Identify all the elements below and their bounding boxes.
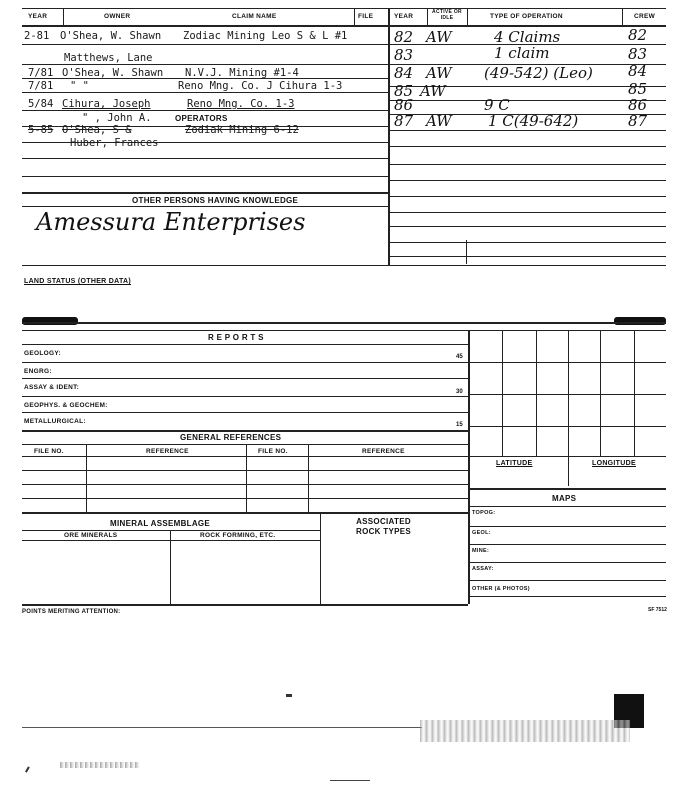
form-number: SF 7512 — [648, 607, 667, 613]
report-geophys: GEOPHYS. & GEOCHEM: — [24, 402, 108, 409]
activity-row-6-year: 87 — [394, 112, 414, 130]
claim-row-5-owner: Cihura, Joseph — [62, 98, 151, 110]
activity-row-5-crew: 86 — [628, 96, 648, 114]
claim-row-2-owner: Matthews, Lane — [64, 52, 153, 64]
claim-row-4-owner: " " — [70, 80, 89, 92]
activity-row-4-crew: 85 — [628, 80, 648, 98]
report-metallurgical: METALLURGICAL: — [24, 418, 86, 425]
claim-row-3-claim: N.V.J. Mining #1-4 — [185, 67, 299, 79]
activity-row-2-crew: 83 — [628, 45, 648, 63]
col-header-owner: OWNER — [104, 13, 131, 20]
map-mine: MINE: — [472, 548, 490, 554]
activity-row-1-year: 82 — [394, 28, 414, 46]
activity-row-5-year: 86 — [394, 96, 414, 114]
activity-row-3-crew: 84 — [628, 62, 648, 80]
col-header-file: FILE — [358, 13, 374, 20]
map-topog: TOPOG: — [472, 510, 496, 516]
report-geology: GEOLOGY: — [24, 350, 61, 357]
general-refs-reference-2: REFERENCE — [362, 448, 405, 455]
claim-row-7-claim: Zodiak Mining 6-12 — [185, 124, 299, 136]
activity-row-3-year: 84 — [394, 64, 414, 82]
claim-row-1-year: 2-81 — [24, 30, 50, 42]
claim-row-3-year: 7/81 — [28, 67, 54, 79]
knowledge-signature: Amessura Enterprises — [36, 208, 306, 236]
claim-row-5-claim: Reno Mng. Co. 1-3 — [187, 98, 295, 110]
report-geology-num: 45 — [456, 354, 463, 360]
land-status-label: LAND STATUS (OTHER DATA) — [24, 278, 132, 285]
ore-minerals-label: ORE MINERALS — [64, 532, 118, 539]
claim-row-6-operators: OPERATORS — [175, 114, 228, 123]
claim-row-1-owner: O'Shea, W. Shawn — [60, 30, 162, 42]
col-header-year: YEAR — [28, 13, 48, 20]
activity-row-6-type: 1 C(49-642) — [488, 112, 579, 130]
claim-row-1-claim: Zodiac Mining Leo S & L #1 — [183, 30, 348, 42]
activity-row-1-crew: 82 — [628, 26, 648, 44]
activity-row-6-crew: 87 — [628, 112, 648, 130]
report-assay-num: 30 — [456, 389, 463, 395]
map-geol: GEOL: — [472, 530, 491, 536]
reports-title: R E P O R T S — [208, 333, 264, 342]
claim-row-4-claim: Reno Mng. Co. J Cihura 1-3 — [178, 80, 343, 92]
longitude-label: LONGITUDE — [592, 460, 636, 467]
claim-row-5-year: 5/84 — [28, 98, 54, 110]
activity-row-5-type: 9 C — [484, 96, 510, 114]
rock-forming-label: ROCK FORMING, ETC. — [200, 532, 276, 539]
claim-row-3-owner: O'Shea, W. Shawn — [62, 67, 164, 79]
col-header-crew: CREW — [634, 13, 656, 20]
points-meriting-attention: POINTS MERITING ATTENTION: — [22, 609, 121, 615]
latitude-label: LATITUDE — [496, 460, 533, 467]
general-refs-file-no-1: FILE NO. — [34, 448, 64, 455]
activity-row-1-active: AW — [426, 28, 452, 46]
claim-row-4-year: 7/81 — [28, 80, 54, 92]
claim-row-7-owner: O'Shea, S & — [62, 124, 132, 136]
activity-row-4-active: AW — [420, 82, 446, 100]
activity-row-3-active: AW — [426, 64, 452, 82]
map-other: OTHER (& PHOTOS) — [472, 586, 530, 592]
general-refs-reference-1: REFERENCE — [146, 448, 189, 455]
col-header-claim-name: CLAIM NAME — [232, 13, 277, 20]
claim-row-8-owner: Huber, Frances — [70, 137, 159, 149]
maps-title: MAPS — [552, 494, 577, 503]
activity-row-4-year: 85 — [394, 82, 414, 100]
col-header-active-idle: ACTIVE OR IDLE — [432, 9, 462, 21]
claim-row-6-owner: " , John A. — [82, 112, 152, 124]
activity-row-1-type: 4 Claims — [494, 28, 561, 46]
activity-row-6-active: AW — [426, 112, 452, 130]
report-metallurgical-num: 15 — [456, 422, 463, 428]
activity-row-2-type: 1 claim — [494, 44, 550, 62]
col-header-type-operation: TYPE OF OPERATION — [490, 13, 563, 20]
report-engrg: ENGRG: — [24, 368, 52, 375]
report-assay: ASSAY & IDENT: — [24, 384, 80, 391]
claim-row-7-year: 5-85 — [28, 124, 54, 136]
knowledge-header: OTHER PERSONS HAVING KNOWLEDGE — [132, 196, 299, 205]
activity-row-3-type: (49-542) (Leo) — [484, 64, 593, 82]
mineral-title: MINERAL ASSEMBLAGE — [110, 519, 211, 528]
map-assay: ASSAY: — [472, 566, 494, 572]
activity-row-2-year: 83 — [394, 46, 414, 64]
general-refs-title: GENERAL REFERENCES — [180, 433, 282, 442]
associated-rock-types: ASSOCIATED ROCK TYPES — [356, 517, 412, 536]
general-refs-file-no-2: FILE NO. — [258, 448, 288, 455]
col-header-year-right: YEAR — [394, 13, 414, 20]
